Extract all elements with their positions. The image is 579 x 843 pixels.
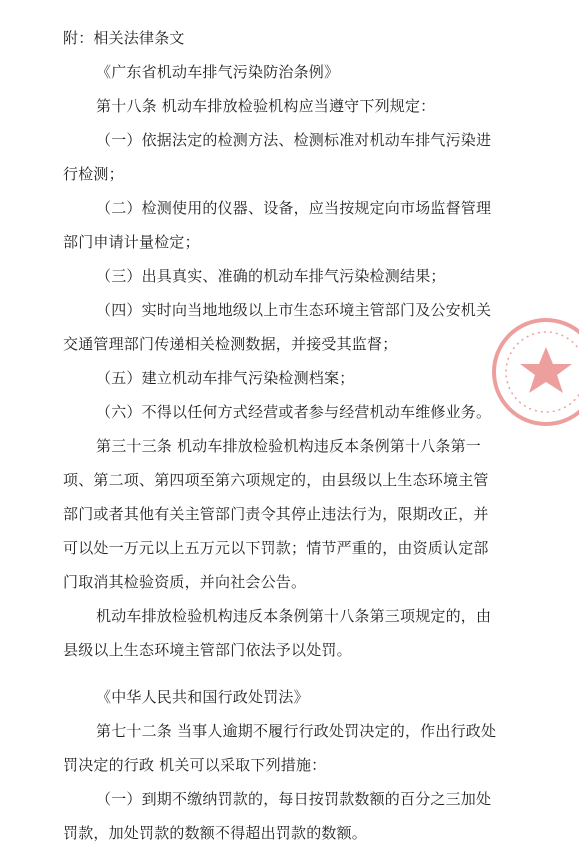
article-item-continuation: 交通管理部门传递相关检测数据，并接受其监督； [63,335,398,353]
law-title: 《中华人民共和国行政处罚法》 [96,688,309,706]
article-paragraph-line: 可以处一万元以上五万元以下罚款；情节严重的，由资质认定部 [63,539,489,557]
article-item-continuation: 行检测； [63,165,124,183]
article-paragraph-line: 门取消其检验资质，并向社会公告。 [63,573,307,591]
attachment-heading: 附：相关法律条文 [63,29,185,47]
article-item: （三）出具真实、准确的机动车排气污染检测结果； [96,267,446,285]
article-item: （六）不得以任何方式经营或者参与经营机动车维修业务。 [96,403,492,421]
article-paragraph-line: 罚决定的行政 机关可以采取下列措施： [63,756,327,774]
article-item: （一）依据法定的检测方法、检测标准对机动车排气污染进 [96,131,492,149]
article-item: （五）建立机动车排气污染检测档案； [96,369,355,387]
article-item: （四）实时向当地地级以上市生态环境主管部门及公安机关 [96,301,492,319]
regulation-title: 《广东省机动车排气污染防治条例》 [96,63,340,81]
article-heading: 第十八条 机动车排放检验机构应当遵守下列规定： [96,97,436,115]
article-item: （一）到期不缴纳罚款的，每日按罚款数额的百分之三加处 [96,790,492,808]
article-heading: 第三十三条 机动车排放检验机构违反本条例第十八条第一 [96,437,481,455]
article-item: （二）检测使用的仪器、设备，应当按规定向市场监督管理 [96,199,492,217]
article-paragraph-line: 部门或者其他有关主管部门责令其停止违法行为，限期改正，并 [63,505,489,523]
article-heading: 第七十二条 当事人逾期不履行行政处罚决定的，作出行政处 [96,722,497,740]
article-paragraph-line: 县级以上生态环境主管部门依法予以处罚。 [63,641,352,659]
article-item-continuation: 部门申请计量检定； [63,233,200,251]
article-paragraph-line: 项、第二项、第四项至第六项规定的，由县级以上生态环境主管 [63,471,489,489]
red-official-seal-icon [486,312,579,432]
article-item-continuation: 罚款，加处罚款的数额不得超出罚款的数额。 [63,824,368,842]
article-paragraph-line: 机动车排放检验机构违反本条例第十八条第三项规定的，由 [96,607,492,625]
